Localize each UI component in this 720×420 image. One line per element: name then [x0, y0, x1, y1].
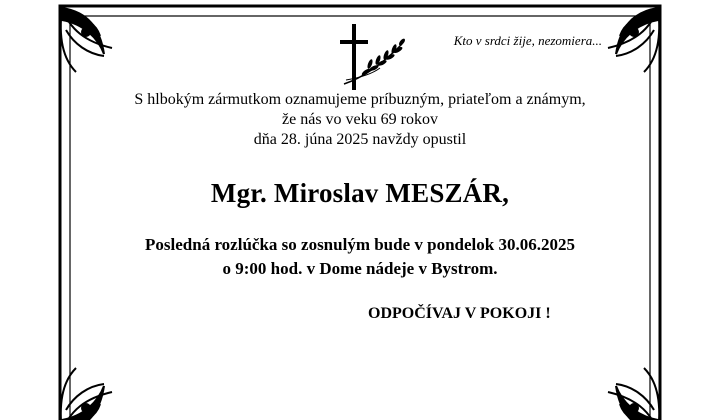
- motto-text: Kto v srdci žije, nezomiera...: [453, 33, 602, 48]
- cross-with-wheat-icon: [336, 22, 408, 97]
- funeral-line-2: o 9:00 hod. v Dome nádeje v Bystrom.: [222, 259, 498, 278]
- funeral-line-1: Posledná rozlúčka so zosnulým bude v pondelok 30.06.2025: [145, 235, 575, 254]
- corner-ornament-top-left-icon: [61, 8, 112, 72]
- funeral-details: [0, 233, 720, 281]
- rest-in-peace-text: ODPOČÍVAJ V POKOJI !: [368, 305, 551, 322]
- corner-ornament-top-right-icon: [608, 8, 659, 72]
- announcement-line-2: že nás vo veku 69 rokov: [282, 111, 438, 128]
- corner-ornament-bottom-right-icon: [608, 368, 659, 420]
- announcement-line-1: S hlbokým zármutkom oznamujeme príbuzným, priateľom a známym,: [134, 91, 586, 108]
- deceased-name: Mgr. Miroslav MESZÁR,: [210, 178, 510, 208]
- announcement-line-3: dňa 28. júna 2025 navždy opustil: [253, 131, 467, 148]
- corner-ornament-bottom-left-icon: [61, 368, 112, 420]
- announcement-text: [0, 90, 720, 150]
